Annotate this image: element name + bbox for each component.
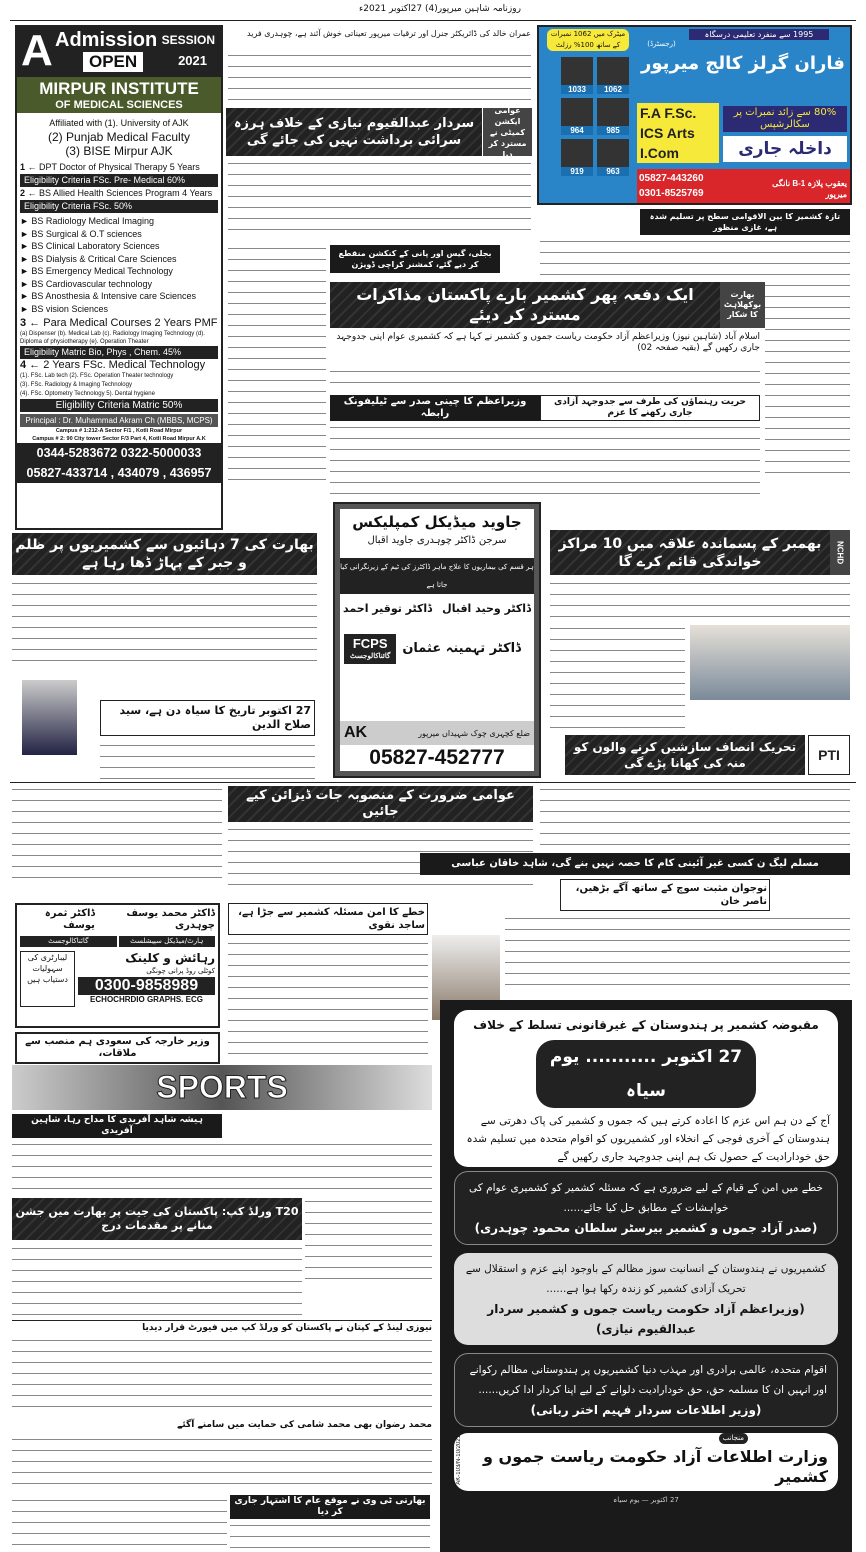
headline-banner xyxy=(565,735,805,775)
program-number: 1 xyxy=(20,162,26,172)
president-quote: خطے میں امن کے قیام کے لیے ضروری ہے کہ مسئلہ کشمیر کو کشمیری عوام کی خواہشات کے مطابق حل کیا جائے...... xyxy=(469,1182,823,1214)
news-body xyxy=(540,786,850,846)
headline-banner xyxy=(640,209,850,235)
headline-text: تحریک انصاف سازشیں کرنے والوں کو منہ کی کھانا پڑے گی xyxy=(573,740,797,770)
student-photo xyxy=(597,57,629,94)
nchd-tag xyxy=(830,530,850,575)
institute-name: MIRPUR INSTITUTE xyxy=(39,79,199,98)
student-photo xyxy=(561,57,593,94)
surgeon-name: سرجن ڈاکٹر چوہدری جاوید اقبال xyxy=(367,535,507,546)
complex-name: جاوید میڈیکل کمپلیکس xyxy=(352,513,522,531)
quote-author: (صدر آزاد جموں و کشمیر بیرسٹر سلطان محمود چوہدری) xyxy=(474,1221,818,1235)
news-body xyxy=(228,160,531,238)
address: یعقوب پلازہ B-1 نانگی میرپور xyxy=(772,179,847,199)
headline-banner xyxy=(228,786,533,822)
phone-numbers: 05827-433714 , 434079 , 436957 xyxy=(26,466,212,480)
headline-text: سردار عبدالقیوم نیازی کے خلاف ہرزہ سرائی برداشت نہیں کی جائے گی xyxy=(233,116,475,148)
headline-banner xyxy=(540,395,760,421)
clinic-address: کوٹلی روڈ پرانی چونگی xyxy=(146,967,215,975)
news-body xyxy=(230,1522,430,1548)
fsc-item: (4). FSc. Optometry Technology 5). Dental hygiene xyxy=(20,391,155,397)
ministry-name: وزارت اطلاعات آزاد حکومت ریاست جموں و کشمیر xyxy=(483,1447,828,1486)
news-body xyxy=(12,1436,432,1492)
pti-logo xyxy=(808,735,850,775)
specialty: گائناکالوجسٹ xyxy=(20,936,117,947)
ecg-label: ECHOCHRDIO GRAPHS. ECG xyxy=(90,995,203,1004)
headline-text: بھارت کی 7 دہائیوں سے کشمیریوں پر ظلم و جبر کے پہاڑ ڈھا رہا ہے xyxy=(15,537,314,571)
score: 985 xyxy=(597,126,629,135)
result-badge: میٹرک میں 1062 نمبرات کے ساتھ 100% رزلٹ xyxy=(547,29,629,51)
masthead: روزنامہ شاہین میرپور(4) 27اکتوبر 2021ء xyxy=(359,4,521,14)
program-title: 2 Years FSc. Medical Technology xyxy=(43,359,206,371)
college-name: فاران گرلز کالج میرپور xyxy=(641,53,845,74)
bs-program: BS Dialysis & Critical Care Sciences xyxy=(31,253,177,264)
pledge-text: آج کے دن ہم اس عزم کا اعادہ کرتے ہیں کہ جموں و کشمیر کی پاک دھرتی سے ہندوستان کے آخری فوجی کے انخلاء اور کشمیریوں کو اقوام متحدہ میں تسلیم شدہ حق خودارادیت کے حصول تک ہم اپنی جدوجہد جاری رکھیں گے xyxy=(466,1115,830,1163)
news-body xyxy=(12,1337,432,1415)
headline-banner xyxy=(550,530,830,575)
phone: 0301-8525769 xyxy=(639,188,704,199)
score: 1062 xyxy=(597,85,629,94)
affiliation: (3) BISE Mirpur AJK xyxy=(65,144,173,158)
news-body xyxy=(228,940,428,1060)
affiliation: (2) Punjab Medical Faculty xyxy=(47,130,191,144)
news-headline: نوجوان مثبت سوچ کے ساتھ آگے بڑھیں، ناصر خان xyxy=(560,879,770,911)
politician-photo xyxy=(22,680,77,755)
headline-text: بھمبر کے پسماندہ علاقہ میں 10 مراکز خواندگی قائم کرے گا xyxy=(558,535,822,570)
score: 964 xyxy=(561,126,593,135)
sports-banner xyxy=(12,1065,432,1110)
scholarship-label: 80% سے زائد نمبرات پر سکالرشپس xyxy=(723,106,847,132)
headline-banner xyxy=(12,533,317,575)
admission-open-label: داخلہ جاری xyxy=(723,136,847,162)
eligibility: Eligibility Criteria FSc. 50% xyxy=(20,200,218,213)
lab-label: لیبارٹری کی سہولیات دستیاب ہیں xyxy=(20,951,75,1007)
news-body xyxy=(505,915,850,995)
news-body xyxy=(12,1245,302,1315)
news-headline: خطے کا امن مسئلہ کشمیر سے جڑا ہے، ساجد نقوی xyxy=(228,903,428,935)
headline-text: بھارتی ٹی وی نے موقع عام کا اشتہار جاری کر دیا xyxy=(234,1496,426,1517)
main-headline: ایک دفعہ پھر کشمیر بارے پاکستان مذاکرات مسترد کر دیئے xyxy=(356,285,694,324)
course: Arts xyxy=(666,125,695,141)
contact-bar xyxy=(637,169,850,203)
headline-side-tag xyxy=(482,105,532,159)
bs-program: BS Emergency Medical Technology xyxy=(31,266,173,276)
student-grid xyxy=(561,57,629,176)
news-headline: عمران خالد کی ڈائریکٹر جنرل اور ترقیات میرپور تعیناتی خوش آئند ہے، چوہدری فرید xyxy=(247,29,531,38)
student-photo xyxy=(561,98,593,135)
para-items: (a) Dispenser (b). Medical Lab (c). Radiology Imaging Technology (d). Diploma of physiotherapy (e). Operation Theater xyxy=(20,331,205,345)
side-tag-text: NCHD xyxy=(835,540,845,565)
news-headline: نیوزی لینڈ کے کپتان نے پاکستان کو ورلڈ کپ میں فیورٹ قرار دیدیا xyxy=(12,1320,432,1334)
program-title: Para Medical Courses 2 Years PMF xyxy=(43,317,218,329)
course-list xyxy=(637,103,719,163)
fcps-badge: FCPS xyxy=(352,636,388,651)
headline-banner xyxy=(12,1198,302,1240)
headline-text: ہیشہ شاہد آفریدی کا مداح رہا، شاہین آفریدی xyxy=(31,1115,203,1136)
student-photo xyxy=(597,98,629,135)
phone-numbers: 0344-5283672 0322-5000033 xyxy=(36,446,202,460)
session-label: SESSION xyxy=(161,33,215,47)
ak-logo: AK xyxy=(344,724,368,741)
score: 1033 xyxy=(561,85,593,94)
ad-code: AK-103/N-10/2021 xyxy=(456,1435,462,1485)
program-title: DPT Doctor of Physical Therapy 5 Years xyxy=(39,162,200,172)
eligibility: Eligibility Matric Bio, Phys , Chem. 45% xyxy=(20,346,218,359)
news-headline: 27 اکتوبر تاریخ کا سیاہ دن ہے، سید صلاح الدین xyxy=(100,700,315,736)
divider xyxy=(10,20,856,21)
bs-program: BS Anosthesia & Intensive care Sciences xyxy=(31,291,197,301)
institute-sub: OF MEDICAL SCIENCES xyxy=(55,99,183,111)
specialty: گائناکالوجسٹ xyxy=(350,653,391,660)
eligibility: Eligibility Criteria FSc. Pre- Medical 60% xyxy=(20,174,218,187)
admission-ad: A Admission OPEN SESSION 2021 MIRPUR INSTITUTE OF MEDICAL SCIENCES Affiliated with (1). University of AJK (2) Punjab Medical Faculty (3) BISE Mirpur AJK 1 ← DPT Doctor of Physical Therapy 5 Years Eligibility Criteria FSc. Pre- Medical 60% 2 ← BS Allied Health Sciences Program 4 Years Eligibility Criteria FSc. 50% ► BS Radiology Medical Imaging ► BS Surgical & O.T sciences ► BS Clinical Laboratory Sciences ► BS Dialysis & Critical Care Sciences ► BS Emergency Medical Technology ► BS Cardiovascular technology ► BS Anosthesia & Intensive care Sciences ► BS vision Sciences 3 ← Para Medical Courses 2 Years PMF (a) Dispenser (b). Medical Lab (c). Radiology Imaging Technology (d). Diploma of physiotherapy (e). Operation Theater Eligibility Matric Bio, Phys , Chem. 45% 4 ← 2 Years FSc. Medical Technology (1). FSc. Lab tech (2). FSc. Operation Theater technology (3). FSc. Radiology & Imaging Technology (4). FSc. Optometry Technology 5). Dental hygiene Eligibility Criteria Matric 50% Principal : Dr. Muhammad Akram Ch (MBBS, MCPS) Campus # 1:212-A Sector F/1 , Kotli Road Mirpur Campus # 2: 90 City tower Sector F/3 Part 4, Kotli Road Mirpur A.K 0344-5283672 0322-5000033 05827-433714 , 434079 , 436957 xyxy=(15,25,223,530)
course: I.Com xyxy=(640,145,679,161)
program-number: 3 xyxy=(20,317,27,329)
headline-banner xyxy=(230,1495,430,1519)
main-headline-banner xyxy=(330,282,720,328)
program-title: BS Allied Health Sciences Program 4 Years xyxy=(39,188,213,198)
headline-text: عوامی ضرورت کے منصوبہ جات ڈیزائن کیے جائیں xyxy=(246,788,515,819)
campus-address: Campus # 1:212-A Sector F/1 , Kotli Road Mirpur xyxy=(55,428,183,434)
meeting-photo xyxy=(690,625,850,700)
headline-text: حریت رہنماؤں کی طرف سے جدوجہد آزادی جاری رکھنے کا عزم xyxy=(553,397,747,418)
score: 963 xyxy=(597,167,629,176)
phone: 0300-9858989 xyxy=(78,977,215,995)
admission-title: Admission xyxy=(55,29,158,51)
headline-text: T20 ورلڈ کپ: پاکستان کی جیت پر بھارت میں جشن منانے پر مقدمات درج xyxy=(15,1205,299,1232)
fsc-item: (1). FSc. Lab tech (2). FSc. Operation Theater technology xyxy=(20,373,174,379)
address: ضلع کچہری چوک شہیداں میرپور xyxy=(418,728,530,738)
pti-text: PTI xyxy=(818,747,840,763)
registered-label: (رجسٹرڈ) xyxy=(647,40,676,48)
phone: 05827-452777 xyxy=(369,746,505,769)
bs-program: BS Cardiovascular technology xyxy=(31,278,152,289)
news-body xyxy=(12,1141,432,1193)
side-tag-text: بھارت بوکھلاہٹ کا شکار xyxy=(723,290,762,319)
news-body xyxy=(550,625,685,730)
pm-quote: کشمیریوں نے ہندوستان کے انسانیت سوز مظالم کے باوجود اپنے عزم و استقلال سے تحریک آزادی کشمیر کو زندہ رکھا ہوا ہے...... xyxy=(465,1263,827,1295)
doctor-name: ڈاکٹر ثمرہ یوسف xyxy=(44,908,95,931)
news-body xyxy=(540,238,850,278)
headline-text: مسلم لیگ ن کسی غیر آئینی کام کا حصہ نہیں بنے گی، شاہد خاقان عباسی xyxy=(451,858,819,869)
news-body xyxy=(12,1497,227,1548)
info-minister-quote: اقوام متحدہ، عالمی برادری اور مہذب دنیا کشمیریوں پر ہندوستانی مظالم رکوانے اور انہیں ان کا مسلمہ حق، حق خودارادیت دلوانے کے لیے اپنا کردار ادا کریں...... xyxy=(469,1364,827,1396)
news-lead: اسلام آباد (شاہین نیوز) وزیراعظم آزاد حکومت ریاست جموں و کشمیر نے کہا ہے کہ کشمیری عوام اپنی جدوجہد جاری رکھیں گے (بقیہ صفحہ 02) xyxy=(336,332,760,353)
quote-author: (وزیر اطلاعات سردار فہیم اختر ربانی) xyxy=(530,1403,762,1417)
student-photo xyxy=(597,139,629,176)
program-number: 4 xyxy=(20,359,27,371)
ad-top-line: مقبوضہ کشمیر پر ہندوستان کے غیرقانونی تسلط کے خلاف xyxy=(473,1018,819,1032)
headline-text: بجلی، گیس اور پانی کے کنکشن منقطع کر دیے گئے، کمشنر کراچی ڈویژن xyxy=(338,249,492,269)
news-body xyxy=(330,424,760,498)
doctor-name: ڈاکٹر وحید اقبال xyxy=(442,602,531,615)
news-body xyxy=(228,52,531,102)
student-photo xyxy=(561,139,593,176)
news-body xyxy=(305,1198,432,1288)
principal: Principal : Dr. Muhammad Akram Ch (MBBS, MCPS) xyxy=(20,414,218,427)
campus-address: Campus # 2: 90 City tower Sector F/3 Part 4, Kotli Road Mirpur A.K xyxy=(32,436,206,442)
bs-program: BS Surgical & O.T sciences xyxy=(31,228,142,239)
news-body xyxy=(330,368,760,392)
doctor-name: ڈاکٹر توقیر احمد xyxy=(343,602,433,615)
headline-side-tag xyxy=(720,282,765,328)
course: F.A xyxy=(640,105,661,121)
ad-footer: 27 اکتوبر — یوم سیاہ xyxy=(613,1496,679,1504)
news-headline: محمد رضوان بھی محمد شامی کی حمایت میں سامنے آگئے xyxy=(177,1420,432,1430)
headline-banner xyxy=(12,1114,222,1138)
affiliation: Affiliated with (1). University of AJK xyxy=(49,118,189,128)
medical-complex-ad xyxy=(333,502,541,778)
open-label: OPEN xyxy=(83,52,143,72)
news-body xyxy=(100,742,315,780)
headline-text: وزیراعظم کا چینی صدر سے ٹیلیفونک رابطہ xyxy=(343,396,527,419)
black-day-ad xyxy=(440,1000,852,1552)
bs-program: BS Radiology Medical Imaging xyxy=(31,216,154,226)
fsc-item: (3). FSc. Radiology & Imaging Technology xyxy=(20,382,132,388)
quote-author: (وزیراعظم آزاد حکومت ریاست جموں و کشمیر سردار عبدالقیوم نیازی) xyxy=(487,1302,805,1336)
course: ICS xyxy=(640,125,664,141)
news-body xyxy=(765,282,850,482)
phone: 05827-443260 xyxy=(639,173,704,184)
clinic-ad xyxy=(15,903,220,1028)
bs-program: BS vision Sciences xyxy=(31,303,108,314)
divider xyxy=(10,782,856,783)
program-number: 2 xyxy=(20,188,26,198)
news-body xyxy=(12,786,222,886)
clinic-name: رہائش و کلینک xyxy=(125,951,215,965)
news-headline: وزیر خارجہ کی سعودی ہم منصب سے ملاقات، xyxy=(15,1032,220,1064)
faran-college-ad xyxy=(537,25,852,205)
headline-banner xyxy=(226,108,482,156)
news-body xyxy=(228,245,326,485)
headline-banner xyxy=(420,853,850,875)
black-day-title: 27 اکتوبر ........... یوم سیاہ xyxy=(536,1040,756,1108)
since-label: 1995 سے منفرد تعلیمی درسگاہ xyxy=(689,29,829,40)
doctor-name: ڈاکٹر تہمینہ عثمان xyxy=(402,641,521,656)
side-tag-text: عوامی ایکشن کمیٹی نے مسترد کر دیا xyxy=(488,105,527,159)
specialty: ہارٹ/میڈیکل سپیشلسٹ xyxy=(119,936,216,947)
eligibility: Eligibility Criteria Matric 50% xyxy=(20,399,218,412)
headline-banner xyxy=(330,395,540,421)
sports-title: SPORTS xyxy=(156,1069,288,1105)
bs-program: BS Clinical Laboratory Sciences xyxy=(31,241,160,251)
news-body xyxy=(12,580,317,670)
score: 919 xyxy=(561,167,593,176)
doctor-name: ڈاکٹر محمد یوسف چوہدری xyxy=(126,908,215,931)
session-year: 2021 xyxy=(178,53,207,68)
headline-banner xyxy=(330,245,500,273)
news-body xyxy=(550,580,850,620)
course: F.Sc. xyxy=(664,105,697,121)
headline-text: تازہ کشمیر کا بین الاقوامی سطح پر تسلیم شدہ ہے، غازی منظور xyxy=(649,212,841,232)
tagline: ہر قسم کی بیماریوں کا علاج ماہر ڈاکٹرز کی ٹیم کے زیرنگرانی کیا جاتا ہے xyxy=(340,558,534,594)
from-label: منجانب xyxy=(719,1433,748,1444)
